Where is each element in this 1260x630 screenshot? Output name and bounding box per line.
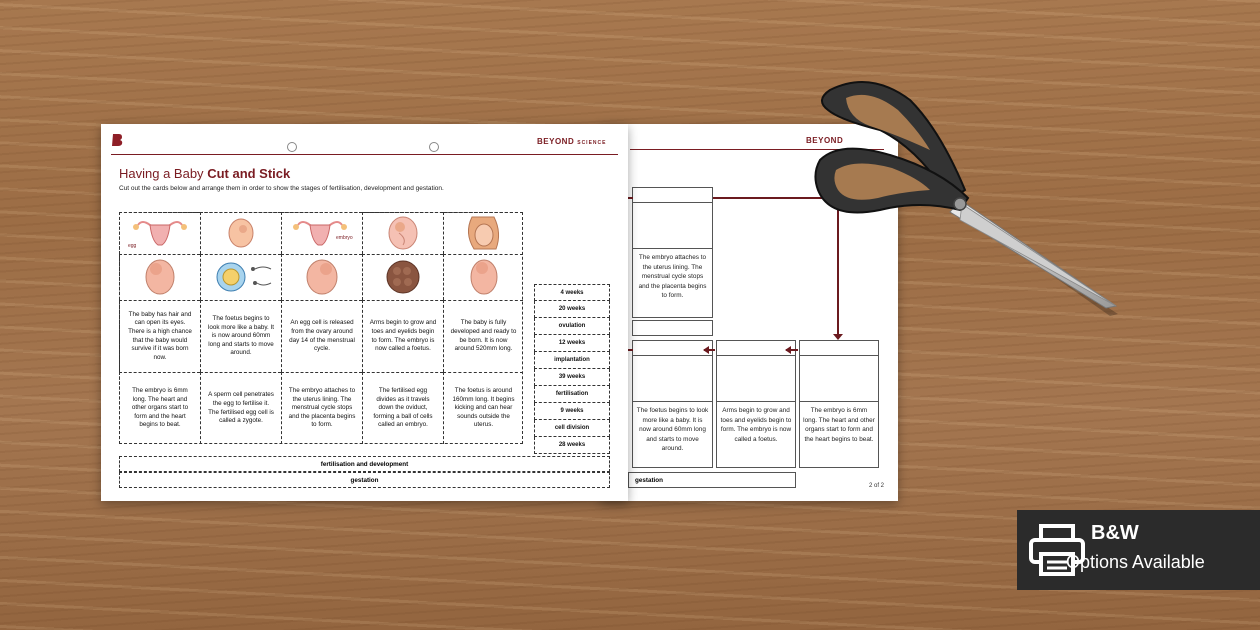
embryo-icon bbox=[201, 213, 281, 253]
morula-icon bbox=[363, 255, 443, 299]
sequence-label-box bbox=[632, 320, 713, 336]
card-uterus-egg bbox=[119, 212, 200, 254]
card-foetus-sac bbox=[362, 212, 443, 254]
card-foetus-mid bbox=[281, 254, 362, 300]
card-foetus-curled bbox=[443, 254, 523, 300]
week-label: cell division bbox=[534, 420, 610, 437]
week-label: implantation bbox=[534, 352, 610, 369]
arrow-head-icon bbox=[785, 346, 791, 354]
card-text: The embryo is 6mm long. The heart and other organs start to form and the heart begins to beat. bbox=[119, 372, 200, 444]
card-uterus-embryo bbox=[281, 212, 362, 254]
foetus-icon bbox=[444, 255, 524, 299]
sequence-box-text: The foetus begins to look more like a baby. It is now around 60mm long and starts to move around. bbox=[636, 407, 709, 452]
foetus-icon bbox=[120, 255, 200, 299]
beyond-logo-icon bbox=[111, 133, 123, 147]
card-text: Arms begin to grow and toes and eyelids begin to form. The embryo is now called a foetus. bbox=[362, 300, 443, 372]
flow-arrow-line bbox=[628, 349, 633, 351]
banner-title: B&W bbox=[1091, 522, 1139, 544]
sequence-box-2 bbox=[632, 340, 713, 468]
sequence-box-text: The embryo attaches to the uterus lining. The menstrual cycle stops and the placenta begins to form. bbox=[638, 254, 707, 299]
egg-label: egg bbox=[128, 243, 137, 249]
card-ball-of-cells bbox=[362, 254, 443, 300]
womb-icon bbox=[444, 213, 524, 253]
sequence-box-1 bbox=[632, 187, 713, 318]
punch-hole bbox=[429, 142, 439, 152]
card-foetus-in-womb bbox=[443, 212, 523, 254]
foetus-icon bbox=[282, 255, 362, 299]
section-label: gestation bbox=[119, 472, 610, 488]
week-label: 9 weeks bbox=[534, 403, 610, 420]
arrow-head-icon bbox=[703, 346, 709, 354]
brand-logo-text: BEYOND bbox=[806, 136, 844, 145]
week-label-column bbox=[534, 284, 610, 454]
week-label: 28 weeks bbox=[534, 437, 610, 454]
card-text: The baby is fully developed and ready to be born. It is now around 520mm long. bbox=[443, 300, 523, 372]
page-number: 2 of 2 bbox=[868, 483, 884, 489]
scissors-icon bbox=[800, 70, 1130, 320]
card-text: The fertilised egg divides as it travels down the oviduct, forming a ball of cells called an embryo. bbox=[362, 372, 443, 444]
page-title: Having a Baby Cut and Stick bbox=[119, 166, 291, 181]
flow-arrow-line bbox=[628, 197, 633, 199]
card-foetus-late bbox=[119, 254, 200, 300]
section-label-gestation: gestation bbox=[628, 472, 796, 488]
card-text: A sperm cell penetrates the egg to fertilise it. The fertilised egg cell is called a zygote. bbox=[200, 372, 281, 444]
card-text: The foetus is around 160mm long. It begins kicking and can hear sounds outside the uterus. bbox=[443, 372, 523, 444]
week-label: 4 weeks bbox=[534, 284, 610, 301]
card-text: The foetus begins to look more like a baby. It is now around 60mm long and starts to move around. bbox=[200, 300, 281, 372]
sequence-box-text: The embryo is 6mm long. The heart and other organs start to form and the heart begins to beat. bbox=[803, 407, 875, 443]
arrow-head-icon bbox=[833, 334, 843, 340]
brand-logo-text: BEYOND SCIENCE bbox=[537, 137, 607, 146]
sequence-box-4 bbox=[799, 340, 879, 468]
sequence-box-3 bbox=[716, 340, 796, 468]
week-label: ovulation bbox=[534, 318, 610, 335]
section-label: fertilisation and development bbox=[119, 456, 610, 472]
week-label: 12 weeks bbox=[534, 335, 610, 352]
worksheet-page-1 bbox=[101, 124, 628, 501]
card-embryo-illustration bbox=[200, 212, 281, 254]
punch-hole bbox=[287, 142, 297, 152]
embryo-label: embryo bbox=[336, 235, 353, 241]
card-sperm-egg bbox=[200, 254, 281, 300]
card-text: An egg cell is released from the ovary around day 14 of the menstrual cycle. bbox=[281, 300, 362, 372]
week-label: fertilisation bbox=[534, 386, 610, 403]
card-text: The embryo attaches to the uterus lining. The menstrual cycle stops and the placenta begins to form. bbox=[281, 372, 362, 444]
foetus-icon bbox=[363, 213, 443, 253]
header-rule bbox=[111, 154, 618, 155]
sperm-egg-icon bbox=[201, 255, 281, 299]
uterus-icon bbox=[282, 213, 362, 253]
week-label: 20 weeks bbox=[534, 301, 610, 318]
instructions-text: Cut out the cards below and arrange them in order to show the stages of fertilisation, development and gestation. bbox=[119, 185, 444, 192]
bw-options-banner bbox=[1017, 510, 1260, 590]
sequence-box-text: Arms begin to grow and toes and eyelids begin to form. The embryo is now called a foetus. bbox=[720, 407, 792, 443]
week-label: 39 weeks bbox=[534, 369, 610, 386]
card-grid bbox=[119, 212, 523, 444]
card-text: The baby has hair and can open its eyes. There is a high chance that the baby would survive if it was born now. bbox=[119, 300, 200, 372]
banner-subtitle: Options Available bbox=[1066, 552, 1205, 572]
